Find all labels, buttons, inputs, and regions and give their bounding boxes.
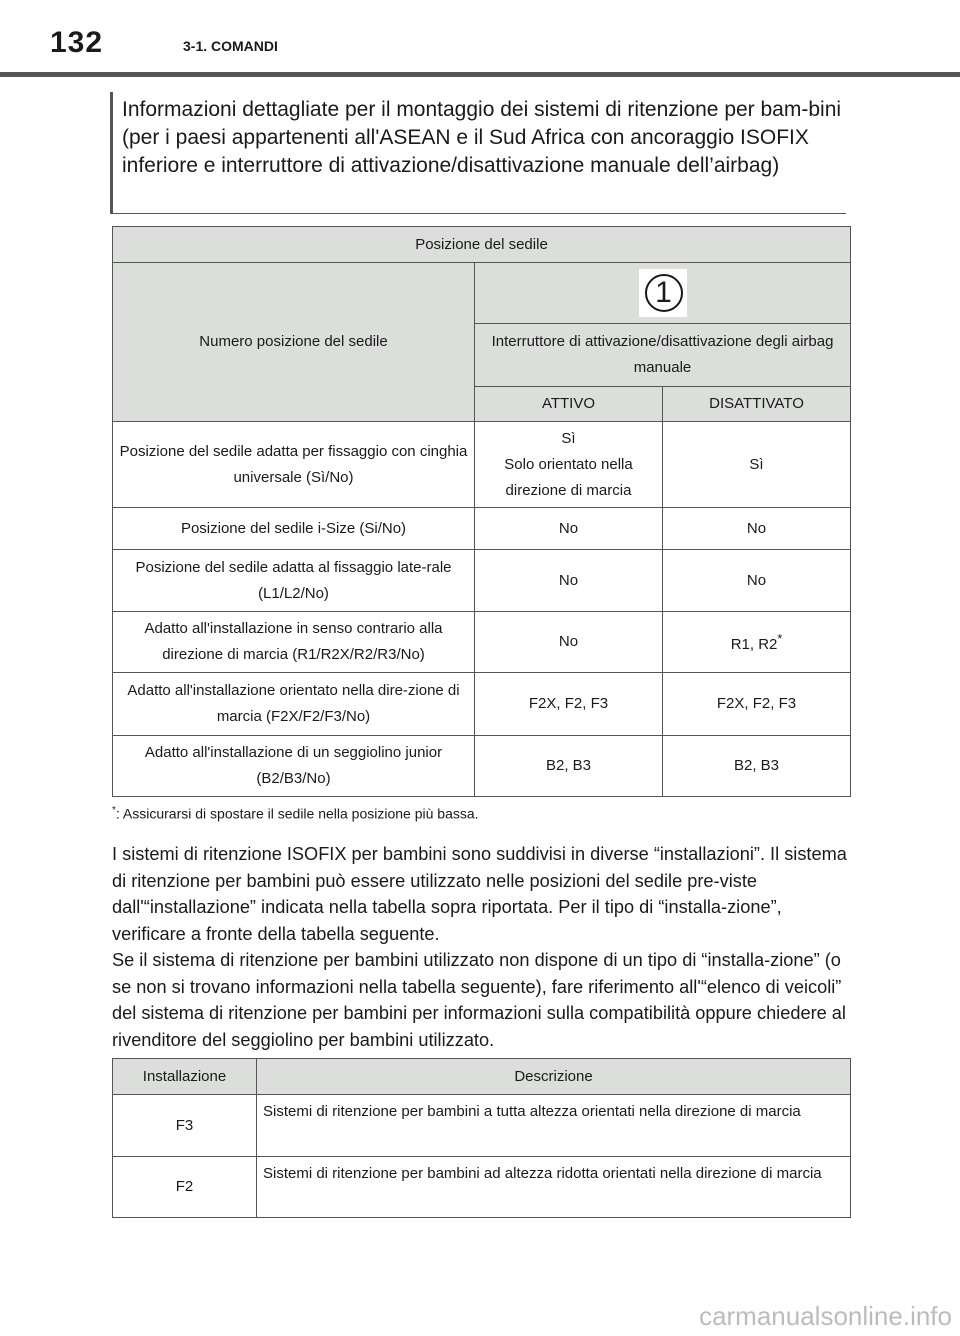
footnote: [112, 805, 479, 822]
cell-on-line: Solo orientato nella: [504, 455, 633, 473]
cell-on: B2, B3: [475, 736, 663, 797]
airbag-switch-label: Interruttore di attivazione/disattivazione degli airbag manuale: [475, 324, 851, 387]
row-label: Adatto all'installazione in senso contrario alla direzione di marcia (R1/R2X/R2/R3/No): [113, 612, 475, 673]
installation-description: Sistemi di ritenzione per bambini ad altezza ridotta orientati nella direzione di marcia: [257, 1157, 851, 1218]
footnote-mark: *: [112, 805, 116, 816]
footnote-text: : Assicurarsi di spostare il sedile nella posizione più bassa.: [115, 805, 479, 822]
table-title: Posizione del sedile: [113, 227, 851, 263]
row-header-seat-number: Numero posizione del sedile: [113, 263, 475, 422]
cell-on: No: [475, 550, 663, 612]
row-label: Adatto all'installazione di un seggiolino junior (B2/B3/No): [113, 736, 475, 797]
seat-position-1-icon: [639, 269, 687, 317]
page-number: 132: [50, 26, 104, 59]
col-header-installation: Installazione: [113, 1059, 257, 1095]
installation-code: F2: [113, 1157, 257, 1218]
position-number: 1: [645, 274, 683, 312]
header-divider: [0, 72, 960, 77]
cell-off: Sì: [663, 422, 851, 508]
watermark: carmanualsonline.info: [699, 1301, 952, 1331]
page-header: [0, 0, 960, 76]
cell-off: No: [663, 550, 851, 612]
paragraph: I sistemi di ritenzione ISOFIX per bambini sono suddivisi in diverse “installazioni”. Il sistema di ritenzione per bambini può essere utilizzato nelle posizioni del sedile pre-viste dall'“installazione” indicata nella tabella sopra riportata. Per il tipo di “installa-zione”, verificare a fronte della tabella seguente.: [112, 844, 847, 944]
footnote-marker: *: [777, 632, 783, 646]
row-label: Posizione del sedile adatta al fissaggio late-rale (L1/L2/No): [113, 550, 475, 612]
seat-position-cell: [475, 263, 851, 324]
callout-heading: Informazioni dettagliate per il montaggio dei sistemi di ritenzione per bam-bini (per i paesi appartenenti all'ASEAN e il Sud Africa con ancoraggio ISOFIX inferiore e interruttore di attivazione/disattivazione manuale dell’airbag): [110, 92, 846, 214]
cell-off: F2X, F2, F3: [663, 673, 851, 736]
cell-on: F2X, F2, F3: [475, 673, 663, 736]
paragraph: Se il sistema di ritenzione per bambini utilizzato non dispone di un tipo di “installa-zione” (o se non si trovano informazioni nella tabella seguente), fare riferimento all'“elenco di veicoli” del sistema di ritenzione per bambini per informazioni sulla compatibilità oppure chiedere al rivenditore del seggiolino per bambini utilizzato.: [112, 950, 846, 1050]
col-header-description: Descrizione: [257, 1059, 851, 1095]
cell-on: [475, 422, 663, 508]
section-title: 3-1. COMANDI: [183, 38, 278, 54]
cell-on-line: Sì: [561, 429, 576, 447]
installation-description: Sistemi di ritenzione per bambini a tutta altezza orientati nella direzione di marcia: [257, 1095, 851, 1157]
col-header-on: ATTIVO: [475, 387, 663, 422]
installation-table: [112, 1058, 851, 1218]
cell-on-line: direzione di marcia: [505, 481, 632, 499]
cell-on: No: [475, 508, 663, 550]
cell-off: B2, B3: [663, 736, 851, 797]
row-label: Posizione del sedile i-Size (Si/No): [113, 508, 475, 550]
col-header-off: DISATTIVATO: [663, 387, 851, 422]
body-text: [112, 841, 852, 1053]
seat-position-table: [112, 226, 851, 797]
row-label: Adatto all'installazione orientato nella dire-zione di marcia (F2X/F2/F3/No): [113, 673, 475, 736]
row-label: Posizione del sedile adatta per fissaggio con cinghia universale (Sì/No): [113, 422, 475, 508]
cell-off: [663, 612, 851, 673]
installation-code: F3: [113, 1095, 257, 1157]
cell-off: No: [663, 508, 851, 550]
cell-on: No: [475, 612, 663, 673]
cell-off-value: R1, R2: [730, 636, 778, 653]
